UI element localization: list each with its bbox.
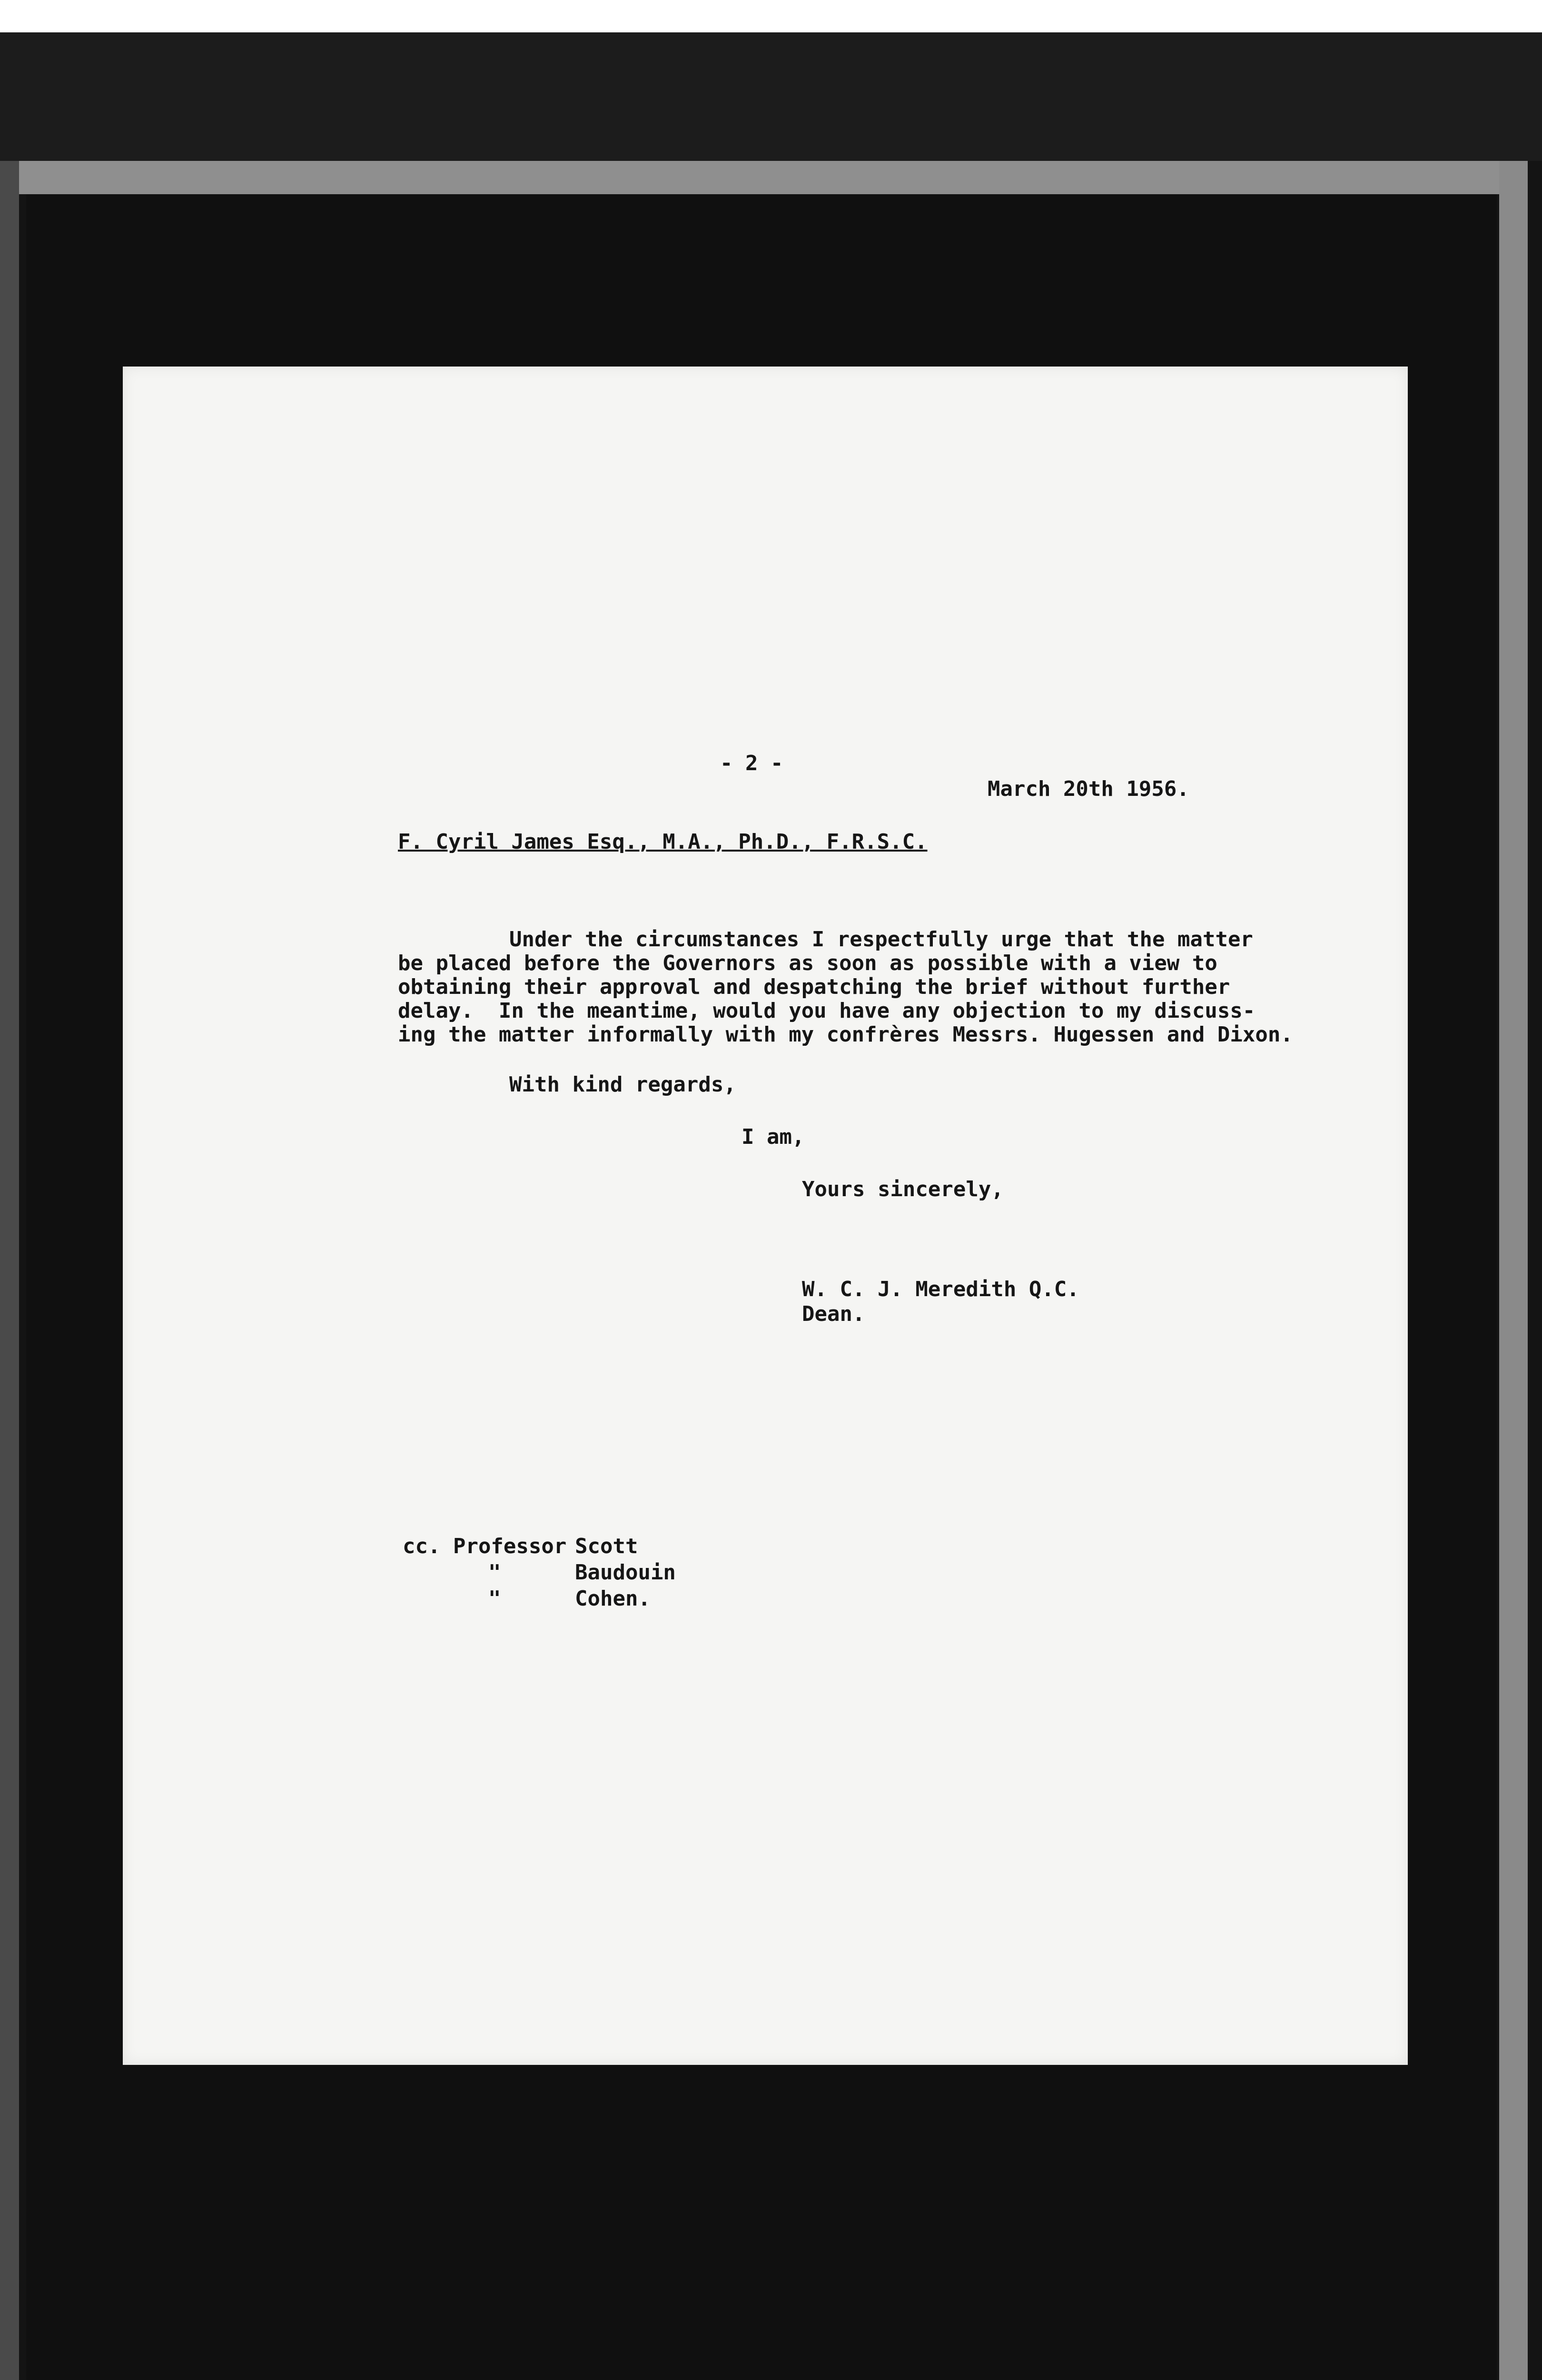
i-am-line: I am, — [741, 1125, 805, 1149]
letter-page — [123, 367, 1408, 2065]
film-upper-band — [0, 32, 1542, 161]
page-number: - 2 - — [720, 751, 783, 775]
closing-line: Yours sincerely, — [802, 1177, 1004, 1201]
signatory-name: W. C. J. Meredith Q.C. — [802, 1277, 1079, 1301]
film-frame-top-edge — [19, 161, 1504, 194]
body-line: ing the matter informally with my confrères Messrs. Hugessen and Dixon. — [398, 1022, 1293, 1047]
film-frame-left-edge — [0, 161, 19, 2380]
cc-ditto-mark: " — [488, 1560, 501, 1585]
addressee-line: F. Cyril James Esq., M.A., Ph.D., F.R.S.C. — [398, 830, 928, 854]
body-line: delay. In the meantime, would you have any objection to my discuss- — [398, 999, 1255, 1023]
cc-name: Baudouin — [575, 1560, 676, 1585]
body-line: be placed before the Governors as soon as possible with a view to — [398, 951, 1217, 975]
signatory-title: Dean. — [802, 1302, 865, 1326]
cc-name: Scott — [575, 1534, 638, 1558]
cc-ditto-mark: " — [488, 1587, 501, 1611]
film-frame-right-edge — [1499, 161, 1528, 2380]
cc-name: Cohen. — [575, 1587, 651, 1611]
regards-line: With kind regards, — [509, 1072, 736, 1097]
cc-prefix: cc. Professor — [403, 1534, 567, 1558]
body-line: Under the circumstances I respectfully urge that the matter — [509, 927, 1253, 952]
body-line: obtaining their approval and despatching the brief without further — [398, 975, 1230, 999]
letter-date: March 20th 1956. — [988, 777, 1189, 801]
